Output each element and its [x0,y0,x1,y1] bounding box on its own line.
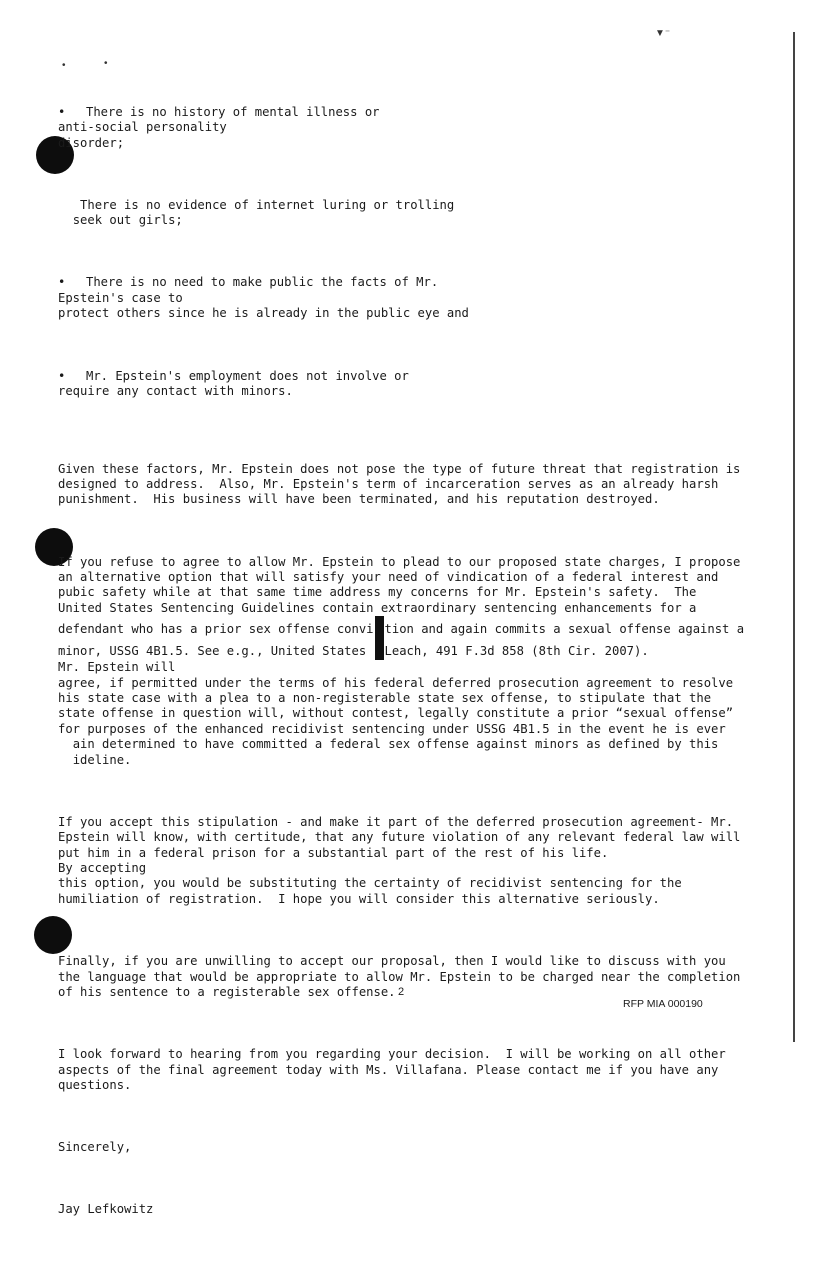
bullet-mark: • [58,104,66,119]
paragraph-closing-remarks: I look forward to hearing from you regarding your decision. I will be working on all other aspects of the final agreement today with Ms. Villafana. Please contact me if you have any questions. [58,1047,726,1092]
scan-mark: ▼⁻ [655,28,671,39]
letter-body [58,74,758,1265]
paragraph-alternative-option: If you refuse to agree to allow Mr. Epstein to plead to our proposed state charges, I propose an alternative option that will satisfy your need of vindication of a federal interest and pubic safety while at that same time address my concerns for Mr. Epstein's safety. The United States Sentencing Guidelines contain extraordinary sentencing enhancements for a defendant who has a prior sex offense convi tion and again commits a sexual offense against a minor, USSG 4B1.5. See e.g., United States Leach, 491 F.3d 858 (8th Cir. 2007). Mr. Epstein will agree, if permitted under the terms of his federal deferred prosecution agreement to resolve his state case with a plea to a non-registerable state sex offense, to stipulate that the state offense in question will, without contest, legally constitute a prior “sexual offense” for purposes of the enhanced recidivist sentencing under USSG 4B1.5 in the event he is ever ain determined to have committed a federal sex offense against minors as defined by this ideline. [58,554,745,767]
redaction-bar [375,638,384,660]
bates-number: RFP MIA 000190 [623,998,703,1010]
paragraph-stipulation: If you accept this stipulation - and make it part of the deferred prosecution agreement- Mr. Epstein will know, with certitude, that any future violation of any relevant federal law will put him in a federal prison for a substantial part of the rest of his life. By accepting this option, you would be substituting the certainty of recidivist sentencing for the humiliation of registration. I hope you will consider this alternative seriously. [58,814,741,906]
redaction-bar [375,616,384,638]
bullet-employment: • Mr. Epstein's employment does not involve or require any contact with minors. [58,368,409,398]
bullet-internet-luring: There is no evidence of internet luring or trolling seek out girls; [72,197,455,228]
paragraph-threat: Given these factors, Mr. Epstein does not pose the type of future threat that registration is designed to address. Also, Mr. Epstein's term of incarceration serves as an already harsh punishment. His business will have been terminated, and his reputation destroyed. [58,461,741,507]
bullet-public-facts: • There is no need to make public the facts of Mr. Epstein's case to protect others since he is already in the public eye and [58,275,469,321]
bullet-mark: • [58,275,66,290]
closing-salutation: Sincerely, [58,1140,132,1155]
scan-speck: • [62,60,66,71]
scan-speck: • [104,58,108,69]
scan-edge-line [793,32,795,1042]
signature-name: Jay Lefkowitz [58,1202,154,1217]
bullet-mark: • [58,368,66,383]
page-number: 2 [398,986,405,998]
bullet-mental-illness: • There is no history of mental illness or anti-social personality disorder; [58,104,380,150]
paragraph-finally: Finally, if you are unwilling to accept our proposal, then I would like to discuss with you the language that would be appropriate to allow Mr. Epstein to be charged near the completion of his sentence to a registerable sex offense. [58,954,741,999]
